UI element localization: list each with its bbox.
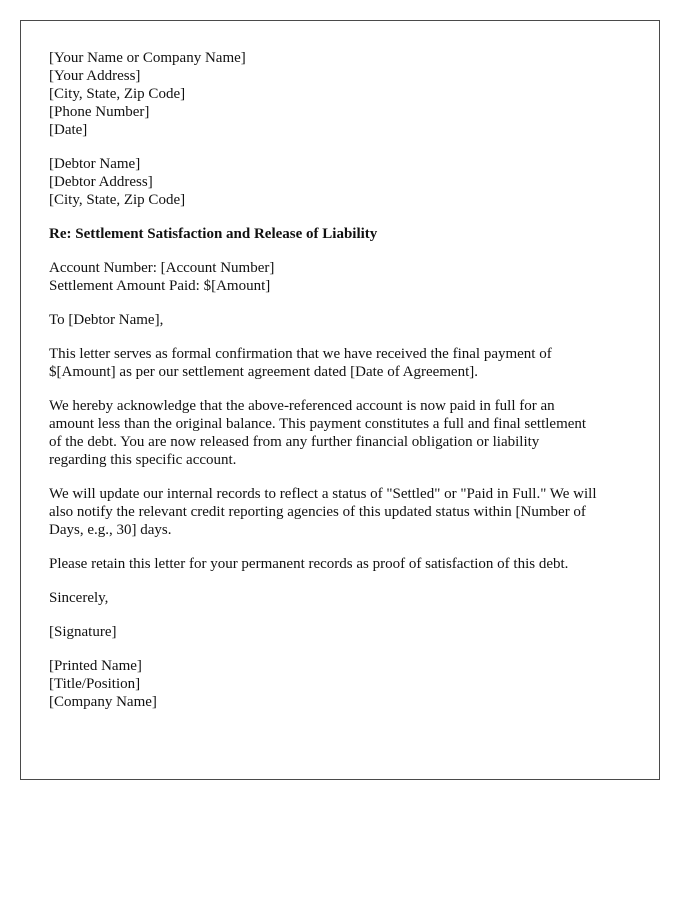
sender-address: [Your Address]: [49, 68, 141, 84]
paragraph-line: amount less than the original balance. This payment constitutes a full and final settlement: [49, 416, 587, 432]
letter-date: [Date]: [49, 122, 88, 138]
paragraph-line: of the debt. You are now released from any further financial obligation or liability: [49, 434, 540, 450]
paragraph-line: Please retain this letter for your permanent records as proof of satisfaction of this debt.: [49, 556, 569, 572]
paragraph-retain: [49, 555, 631, 573]
letter-page: [20, 20, 660, 780]
paragraph-records: [49, 485, 631, 539]
paragraph-line: regarding this specific account.: [49, 452, 237, 468]
company-name: [Company Name]: [49, 694, 157, 710]
settlement-amount: Settlement Amount Paid: $[Amount]: [49, 278, 271, 294]
printed-name: [Printed Name]: [49, 658, 142, 674]
paragraph-line: We will update our internal records to reflect a status of "Settled" or "Paid in Full." We will: [49, 486, 597, 502]
sender-name: [Your Name or Company Name]: [49, 50, 246, 66]
sender-block: [49, 49, 631, 139]
paragraph-line: We hereby acknowledge that the above-referenced account is now paid in full for an: [49, 398, 555, 414]
salutation: [49, 311, 631, 329]
signature-block: [49, 623, 631, 641]
paragraph-line: This letter serves as formal confirmation that we have received the final payment of: [49, 346, 552, 362]
signature-placeholder: [Signature]: [49, 624, 117, 640]
recipient-name: [Debtor Name]: [49, 156, 141, 172]
paragraph-line: $[Amount] as per our settlement agreement dated [Date of Agreement].: [49, 364, 479, 380]
signer-title: [Title/Position]: [49, 676, 141, 692]
recipient-address: [Debtor Address]: [49, 174, 153, 190]
subject-line: Re: Settlement Satisfaction and Release of Liability: [49, 226, 378, 242]
paragraph-release: [49, 397, 631, 469]
account-number: Account Number: [Account Number]: [49, 260, 275, 276]
signer-block: [49, 657, 631, 711]
sign-off-text: Sincerely,: [49, 590, 109, 606]
account-block: [49, 259, 631, 295]
salutation-text: To [Debtor Name],: [49, 312, 164, 328]
paragraph-confirmation: [49, 345, 631, 381]
paragraph-line: also notify the relevant credit reporting agencies of this updated status within [Number of: [49, 504, 586, 520]
recipient-block: [49, 155, 631, 209]
sender-phone: [Phone Number]: [49, 104, 150, 120]
subject-block: [49, 225, 631, 243]
sign-off: [49, 589, 631, 607]
sender-city-state-zip: [City, State, Zip Code]: [49, 86, 186, 102]
paragraph-line: Days, e.g., 30] days.: [49, 522, 172, 538]
recipient-city-state-zip: [City, State, Zip Code]: [49, 192, 186, 208]
